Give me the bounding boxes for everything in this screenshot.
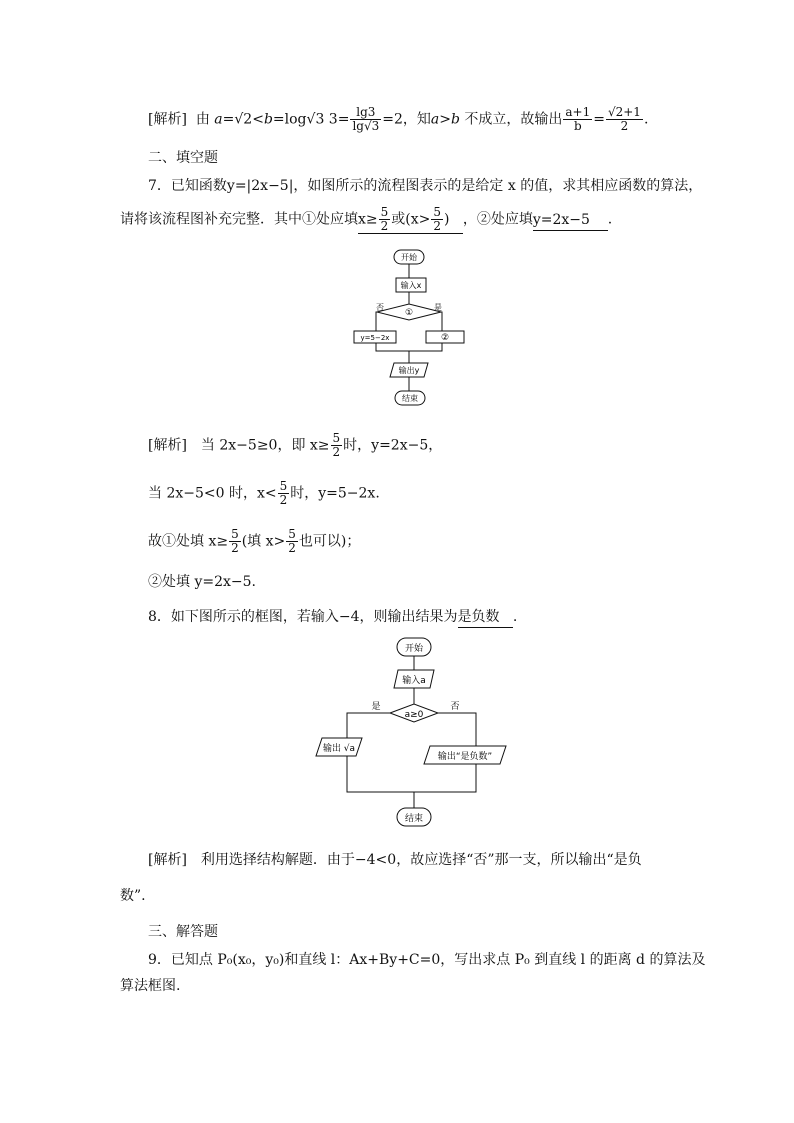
flowchart-1 — [340, 245, 480, 415]
fraction — [278, 480, 290, 507]
text: = — [593, 111, 605, 128]
fraction — [350, 106, 381, 133]
text: 时，y=2x−5， — [343, 437, 443, 454]
q9-line2: 算法框图. — [120, 978, 181, 994]
text: 不成立，故输出 — [459, 111, 563, 128]
input-label: 输入x — [400, 281, 422, 290]
yes-label: 是 — [434, 303, 442, 312]
frac-den: 2 — [380, 219, 389, 233]
frac-num: 5 — [279, 479, 288, 493]
frac-den: 2 — [279, 493, 288, 507]
fraction — [563, 106, 592, 133]
fraction — [331, 432, 343, 459]
section-heading-3: 三、解答题 — [148, 924, 218, 940]
text: . — [643, 111, 649, 128]
frac-num: 5 — [380, 205, 389, 219]
text: 故①处填 x≥ — [148, 533, 229, 550]
frac-den: b — [573, 119, 582, 133]
frac-num: 5 — [433, 205, 442, 219]
text: 请将该流程图补充完整．其中①处应填 — [120, 211, 358, 228]
text: ，②处应填 — [462, 211, 533, 228]
text: 也可以)； — [298, 533, 361, 550]
yes-label: 是 — [371, 702, 381, 712]
right-output-label: 输出“是负数” — [437, 752, 493, 762]
start-label: 开始 — [401, 253, 417, 262]
frac-den: lg√3 — [352, 119, 380, 133]
fraction — [379, 206, 391, 233]
q8-line — [148, 607, 517, 628]
end-label: 结束 — [402, 394, 418, 403]
cond-label: ① — [404, 308, 414, 318]
text: [解析] 当 2x−5≥0，即 x≥ — [148, 437, 330, 454]
no-label: 否 — [450, 702, 460, 712]
left-label: y=5−2x — [360, 334, 390, 342]
text: 8．如下图所示的框图，若输入−4，则输出结果为 — [148, 609, 458, 625]
end-label: 结束 — [404, 814, 424, 824]
text: . — [512, 609, 518, 625]
frac-num: 5 — [231, 527, 239, 541]
cond-label: a≥0 — [404, 710, 424, 720]
frac-den: 2 — [231, 541, 239, 555]
frac-den: 2 — [620, 119, 629, 133]
var-a: a — [214, 111, 223, 128]
answer-blank-2 — [533, 210, 608, 231]
text: . — [607, 211, 613, 228]
right-label: ② — [440, 333, 450, 343]
fraction — [606, 106, 643, 133]
analysis-1 — [148, 106, 648, 133]
text: y=2x−5 — [532, 211, 590, 228]
output-label: 输出y — [398, 366, 420, 375]
text: =log√3 3= — [272, 111, 350, 128]
q7-line2 — [120, 206, 612, 234]
frac-num: √2+1 — [607, 105, 641, 119]
analysis-3-line1: [解析] 利用选择结构解题．由于−4<0，故应选择“否”那一支，所以输出“是负 — [148, 852, 642, 868]
q9-line1: 9．已知点 P₀(x₀，y₀)和直线 l：Ax+By+C=0，写出求点 P₀ 到直线 l 的距离 d 的算法及 — [148, 952, 706, 968]
input-label: 输入a — [402, 676, 426, 686]
expr: a>b — [430, 111, 460, 128]
text: x≥ — [358, 211, 378, 228]
analysis-2-line2 — [148, 480, 380, 507]
text: 由 — [195, 111, 215, 128]
var-b: b — [263, 111, 273, 128]
text: 是负数 — [457, 609, 500, 625]
frac-num: 5 — [288, 527, 296, 541]
frac-den: 2 — [433, 219, 442, 233]
text: 当 2x−5<0 时，x< — [148, 485, 277, 502]
text: ) — [444, 211, 450, 228]
text: =√2< — [222, 111, 264, 128]
fraction — [286, 528, 298, 555]
analysis-2-line4: ②处填 y=2x−5. — [148, 574, 256, 590]
analysis-2-line3 — [148, 528, 360, 555]
q7-line1: 7．已知函数y=|2x−5|，如图所示的流程图表示的是给定 x 的值，求其相应函数的算法， — [148, 178, 703, 194]
fraction — [431, 206, 443, 233]
analysis-3-line2: 数”. — [120, 888, 146, 904]
fraction — [229, 528, 241, 555]
answer-blank-1 — [358, 206, 463, 234]
left-output-label: 输出 √a — [322, 744, 356, 754]
no-label: 否 — [376, 303, 384, 312]
frac-den: 2 — [332, 445, 341, 459]
frac-den: 2 — [288, 541, 296, 555]
flowchart-2 — [300, 630, 520, 835]
frac-num: 5 — [332, 431, 341, 445]
analysis-2-line1 — [148, 432, 442, 459]
answer-blank-q8 — [458, 607, 513, 628]
start-label: 开始 — [404, 644, 424, 654]
text: (填 x> — [241, 533, 286, 550]
frac-num: lg3 — [350, 106, 381, 120]
text: =2，知 — [382, 111, 431, 128]
text: 或(x> — [391, 211, 431, 228]
text: 时，y=5−2x. — [290, 485, 380, 502]
frac-num: a+1 — [565, 105, 591, 119]
analysis-tag: [解析] — [148, 111, 187, 128]
section-heading-2: 二、填空题 — [148, 150, 218, 166]
